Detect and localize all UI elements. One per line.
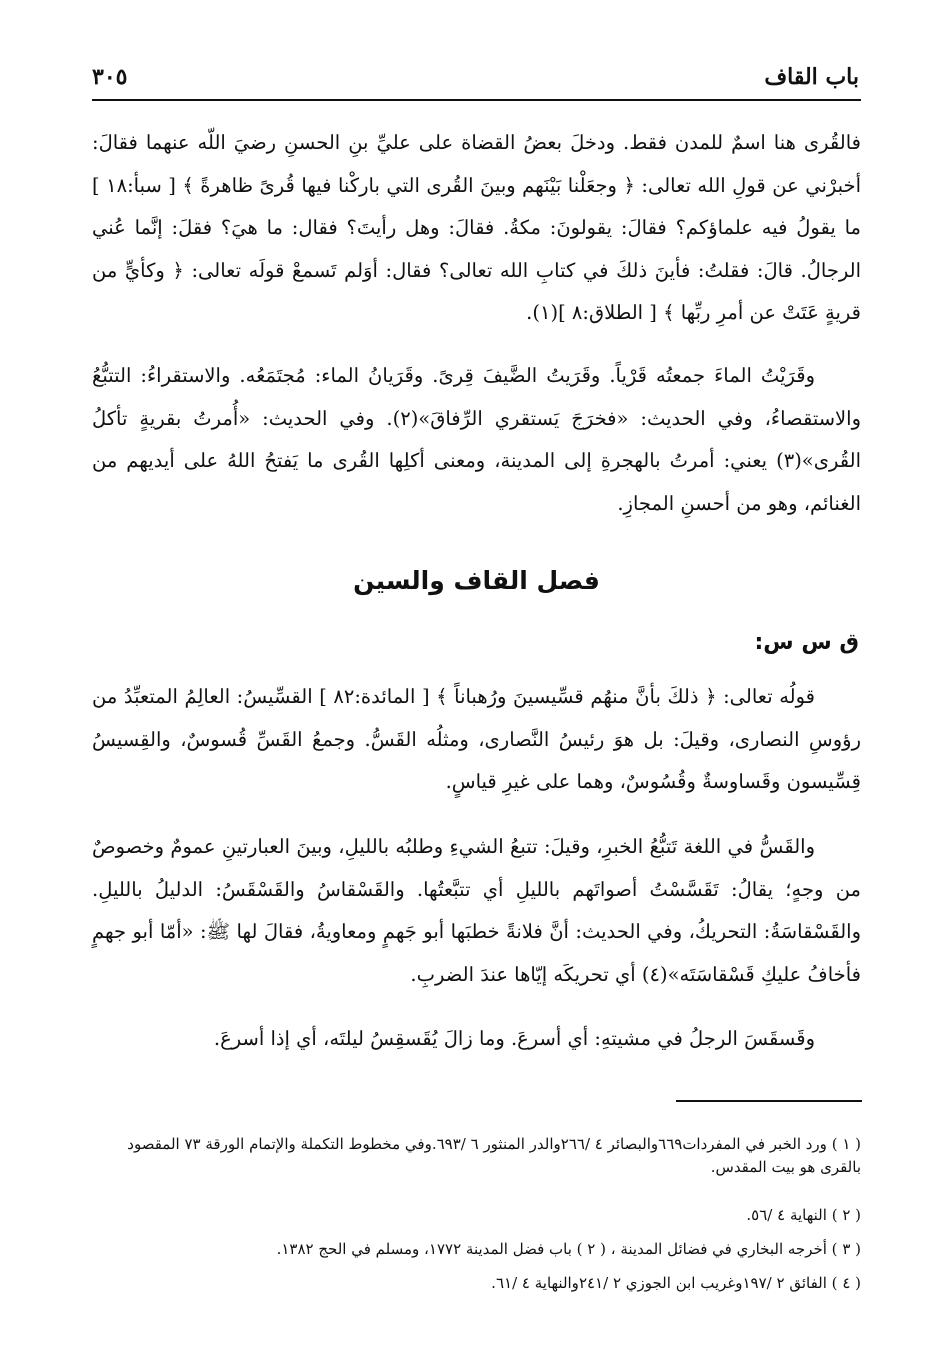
running-header (92, 58, 859, 98)
chapter-title: باب القاف (764, 64, 859, 90)
root-entry: ق س س: (754, 630, 859, 655)
header-divider (92, 99, 861, 101)
footnote-2: ( ٢ ) النهاية ٤ /٥٦. (746, 1206, 861, 1224)
section-title: فصل القاف والسين (353, 566, 600, 595)
paragraph-qarayt: وقَرَيْتُ الماءَ جمعتُه قَرْياً. وقَرَيتُ الضَّيفَ قِرىً. وقَرَيانُ الماء: مُجتَمَعُه. والاستقراءُ: التتبُّعُ والاستقصاءُ، وفي الحديث: «فخرَجَ يَستقري الرِّفاقَ»(٢). وفي الحديث: «أُمرتُ بقريةٍ تأكلُ القُرى»(٣) يعني: أمرتُ بالهجرةِ إلى المدينة، ومعنى أكلِها القُرى ما يَفتحُ اللهُ على أيديهم من الغنائم، وهو من أحسنِ المجازِ. (92, 364, 861, 515)
paragraph-qura: فالقُرى هنا اسمٌ للمدن فقط. ودخلَ بعضُ القضاة على عليِّ بنِ الحسنِ رضيَ اللّه عنهما فقالَ: أخبرْني عن قولِ الله تعالى: ﴿ وجعَلْنا بَيْنَهم وبينَ القُرى التي باركْنا فيها قُرىً ظاهرةً ﴾ [ سبأ:١٨ ] ما يقولُ فيه علماؤكم؟ فقالَ: يقولونَ: مكةُ. فقالَ: وهل رأيتَ؟ فقال: ما هيَ؟ فقلَ: إنَّما عُني الرجالُ. قالَ: فقلتُ: فأينَ ذلكَ في كتابِ الله تعالى؟ فقال: أوَلم تَسمعْ قولَه تعالى: ﴿ وكأيٍّ من قريةٍ عَتَتْ عن أمرِ ربِّها ﴾ [ الطلاق:٨ ](١). (92, 131, 861, 324)
footnote-3: ( ٣ ) أخرجه البخاري في فضائل المدينة ، ( ٢ ) باب فضل المدينة ١٧٧٢، ومسلم في الحج ١٣٨٢. (276, 1240, 861, 1258)
footnote-4: ( ٤ ) الفائق ٢ /١٩٧وغريب ابن الجوزي ٢ /٢٤١والنهاية ٤ /٦١. (491, 1274, 861, 1292)
footnote-divider (676, 1100, 862, 1102)
footnote-1: ( ١ ) ورد الخبر في المفردات٦٦٩والبصائر ٤ /٢٦٦والدر المنثور ٦ /٦٩٣.وفي مخطوط التكملة والإتمام الورقة ٧٣ المقصود بالقرى هو بيت المقدس. (127, 1135, 861, 1176)
paragraph-qass: والقَسُّ في اللغة تَتبُّعُ الخبرِ، وقيلَ: تتبعُ الشيءِ وطلبُه بالليلِ، وبينَ العبارتينِ عمومٌ وخصوصٌ من وجهٍ؛ يقالُ: تَقَسَّسْتُ أصواتَهم بالليلِ أي تتبَّعتُها. والقَسْقاسُ والقَسْقَسُ: الدليلُ بالليلِ. والقَسْقاسَةُ: التحريكُ، وفي الحديث: أنَّ فلانةً خطبَها أبو جَهمٍ ومعاويةُ، فقالَ لها ﷺ: «أمّا أبو جهمٍ فأخافُ عليكِ قَسْقاسَتَه»(٤) أي تحريكَه إيّاها عندَ الضربِ. (92, 835, 861, 986)
paragraph-qasqas: وقَسقَسَ الرجلُ في مشيتهِ: أي أسرعَ. وما زالَ يُقَسقِسُ ليلتَه، أي إذا أسرعَ. (213, 1027, 815, 1050)
page-number: ٣٠٥ (92, 64, 128, 90)
paragraph-qissis: قولُه تعالى: ﴿ ذلكَ بأنَّ منهُم قسِّيسينَ ورُهباناً ﴾ [ المائدة:٨٢ ] القسِّيسُ: العالِمُ المتعبِّدُ من رؤوسِ النصارى، وقيلَ: بل هوَ رئيسُ النَّصارى، ومثلُه القَسُّ. وجمعُ القَسِّ قُسوسٌ، والقِسيسُ قِسِّيسون وقَساوسةٌ وقُسُوسٌ، وهما على غيرِ قياسٍ. (92, 685, 861, 793)
